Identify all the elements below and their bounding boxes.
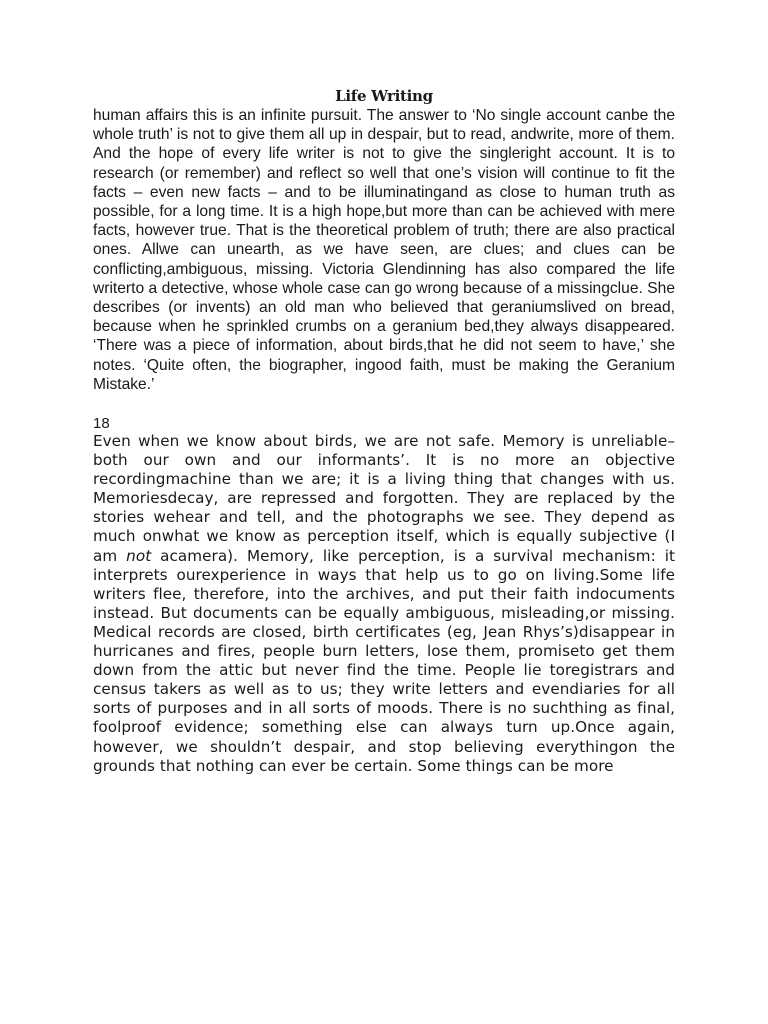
paragraph-2-text-start: Even when we know about birds, we are not safe. Memory is unreliable– both our own and our informants’. It is no more an objective recordingmachine than we are; it is a living thing that changes with us. Memoriesdecay, are repressed and forgotten. They are replaced by the stories wehear and tell, and the photographs we see. They depend as much onwhat we know as perception itself, which is equally subjective (I am — [93, 432, 675, 565]
body-paragraph-2 — [93, 432, 675, 776]
paragraph-2-text-end: acamera). Memory, like perception, is a survival mechanism: it interprets ourexperience in ways that help us to go on living.Some life writers flee, therefore, into the archives, and put their faith indocuments instead. But documents can be equally ambiguous, misleading,or missing. Medical records are closed, birth certificates (eg, Jean Rhys’s)disappear in hurricanes and fires, people burn letters, lose them, promiseto get them down from the attic but never find the time. People lie toregistrars and census takers as well as to us; they write letters and evendiaries for all sorts of purposes and in all sorts of moods. There is no suchthing as final, foolproof evidence; something else can always turn up.Once again, however, we shouldn’t despair, and stop believing everythingon the grounds that nothing can ever be certain. Some things can be more — [93, 546, 675, 775]
page-title: Life Writing — [335, 87, 433, 105]
body-paragraph-1: human affairs this is an infinite pursuit. The answer to ‘No single account canbe the whole truth’ is not to give them all up in despair, but to read, andwrite, more of them. And the hope of every life writer is not to give the singleright account. It is to research (or remember) and reflect so well that one’s vision will continue to fit the facts – even new facts – and to be illuminatingand as close to human truth as possible, for a long time. It is a high hope,but more than can be achieved with mere facts, however true. That is the theoretical problem of truth; there are also practical ones. Allwe can unearth, as we have seen, are clues; and clues can be conflicting,ambiguous, missing. Victoria Glendinning has also compared the life writerto a detective, whose whole case can go wrong because of a missingclue. She describes (or invents) an old man who believed that geraniumslived on bread, because when he sprinkled crumbs on a geranium bed,they always disappeared. ‘There was a piece of information, about birds,that he did not seem to have,’ she notes. ‘Quite often, the biographer, ingood faith, must be making the Geranium Mistake.’ — [93, 107, 675, 393]
emphasized-word: not — [126, 546, 152, 565]
page-number: 18 — [93, 415, 110, 432]
